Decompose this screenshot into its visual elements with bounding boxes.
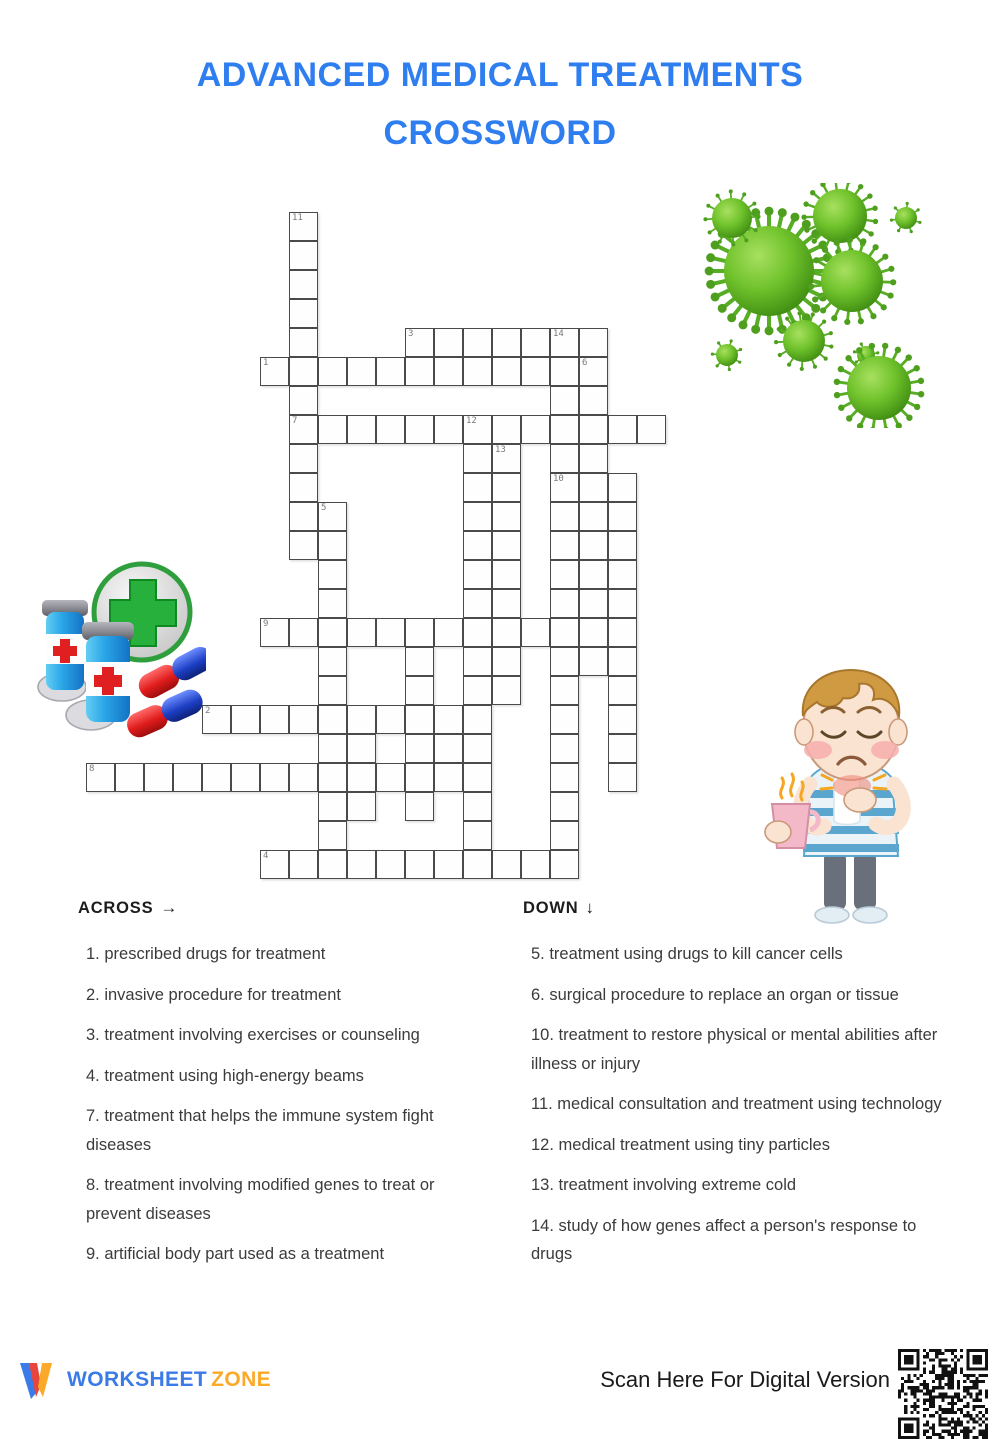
crossword-cell[interactable] bbox=[434, 705, 463, 734]
crossword-cell[interactable] bbox=[463, 531, 492, 560]
across-arrow-icon: → bbox=[160, 898, 178, 917]
crossword-cell[interactable] bbox=[463, 618, 492, 647]
title-line-2: CROSSWORD bbox=[0, 104, 1000, 162]
crossword-cell[interactable] bbox=[289, 444, 318, 473]
crossword-cell[interactable] bbox=[347, 618, 376, 647]
crossword-cell[interactable] bbox=[550, 560, 579, 589]
crossword-cell-start-10[interactable] bbox=[550, 473, 579, 502]
logo-primary-text: WORKSHEET bbox=[67, 1368, 207, 1391]
crossword-cell[interactable] bbox=[492, 589, 521, 618]
crossword-cell[interactable] bbox=[289, 531, 318, 560]
crossword-cell[interactable] bbox=[434, 415, 463, 444]
crossword-cell[interactable] bbox=[376, 705, 405, 734]
crossword-clue-number-4: 4 bbox=[263, 851, 268, 862]
crossword-cell-start-12[interactable] bbox=[463, 415, 492, 444]
crossword-cell[interactable] bbox=[550, 734, 579, 763]
crossword-cell[interactable] bbox=[492, 531, 521, 560]
crossword-cell[interactable] bbox=[434, 763, 463, 792]
crossword-cell[interactable] bbox=[608, 763, 637, 792]
down-clue-10: 10. treatment to restore physical or mental abilities after illness or injury bbox=[523, 1021, 943, 1078]
crossword-clue-number-3: 3 bbox=[408, 329, 413, 340]
crossword-cell[interactable] bbox=[318, 560, 347, 589]
across-clue-9: 9. artificial body part used as a treatment bbox=[78, 1240, 488, 1269]
crossword-clue-number-12: 12 bbox=[466, 416, 477, 427]
crossword-cell[interactable] bbox=[463, 821, 492, 850]
crossword-cell[interactable] bbox=[579, 473, 608, 502]
crossword-cell[interactable] bbox=[550, 705, 579, 734]
crossword-cell[interactable] bbox=[405, 415, 434, 444]
crossword-cell[interactable] bbox=[550, 763, 579, 792]
down-clue-13: 13. treatment involving extreme cold bbox=[523, 1171, 943, 1200]
crossword-cell[interactable] bbox=[405, 734, 434, 763]
across-clue-list bbox=[78, 940, 488, 1269]
crossword-cell-start-14[interactable] bbox=[550, 328, 579, 357]
crossword-cell[interactable] bbox=[144, 763, 173, 792]
crossword-cell[interactable] bbox=[579, 589, 608, 618]
crossword-cell[interactable] bbox=[579, 328, 608, 357]
crossword-cell[interactable] bbox=[492, 850, 521, 879]
crossword-cell[interactable] bbox=[550, 821, 579, 850]
crossword-cell[interactable] bbox=[579, 502, 608, 531]
crossword-cell-start-1[interactable] bbox=[260, 357, 289, 386]
crossword-cell[interactable] bbox=[550, 357, 579, 386]
crossword-cell[interactable] bbox=[260, 763, 289, 792]
down-arrow-icon: ↓ bbox=[585, 898, 594, 917]
crossword-cell[interactable] bbox=[318, 850, 347, 879]
crossword-cell[interactable] bbox=[463, 734, 492, 763]
crossword-cell[interactable] bbox=[318, 676, 347, 705]
across-clue-3: 3. treatment involving exercises or counseling bbox=[78, 1021, 488, 1050]
crossword-cell[interactable] bbox=[550, 647, 579, 676]
crossword-cell[interactable] bbox=[289, 299, 318, 328]
crossword-cell[interactable] bbox=[376, 850, 405, 879]
crossword-cell[interactable] bbox=[376, 357, 405, 386]
crossword-cell-start-6[interactable] bbox=[579, 357, 608, 386]
crossword-cell[interactable] bbox=[608, 618, 637, 647]
virus-particle bbox=[711, 339, 742, 371]
crossword-cell[interactable] bbox=[608, 589, 637, 618]
crossword-cell[interactable] bbox=[434, 850, 463, 879]
crossword-cell[interactable] bbox=[521, 415, 550, 444]
crossword-cell[interactable] bbox=[579, 386, 608, 415]
crossword-cell[interactable] bbox=[550, 444, 579, 473]
crossword-cell[interactable] bbox=[463, 676, 492, 705]
crossword-cell[interactable] bbox=[608, 531, 637, 560]
crossword-clue-number-1: 1 bbox=[263, 358, 268, 369]
crossword-cell[interactable] bbox=[608, 734, 637, 763]
down-clues-column bbox=[523, 898, 943, 1281]
crossword-cell[interactable] bbox=[608, 705, 637, 734]
crossword-cell[interactable] bbox=[434, 734, 463, 763]
logo-wordmark bbox=[67, 1368, 271, 1392]
crossword-cell[interactable] bbox=[550, 618, 579, 647]
down-clue-5: 5. treatment using drugs to kill cancer cells bbox=[523, 940, 943, 969]
crossword-cell[interactable] bbox=[492, 618, 521, 647]
crossword-cell[interactable] bbox=[405, 618, 434, 647]
crossword-cell[interactable] bbox=[289, 705, 318, 734]
crossword-clue-number-14: 14 bbox=[553, 329, 564, 340]
crossword-cell[interactable] bbox=[318, 821, 347, 850]
crossword-cell[interactable] bbox=[492, 357, 521, 386]
crossword-cell[interactable] bbox=[492, 502, 521, 531]
crossword-cell[interactable] bbox=[463, 647, 492, 676]
crossword-cell[interactable] bbox=[463, 328, 492, 357]
down-clue-12: 12. medical treatment using tiny particles bbox=[523, 1131, 943, 1160]
crossword-cell[interactable] bbox=[463, 502, 492, 531]
crossword-cell[interactable] bbox=[463, 357, 492, 386]
crossword-cell-start-8[interactable] bbox=[86, 763, 115, 792]
crossword-cell[interactable] bbox=[405, 763, 434, 792]
crossword-cell[interactable] bbox=[492, 415, 521, 444]
crossword-cell[interactable] bbox=[492, 560, 521, 589]
crossword-cell[interactable] bbox=[550, 531, 579, 560]
crossword-cell[interactable] bbox=[347, 357, 376, 386]
medicine-illustration bbox=[24, 552, 206, 738]
footer bbox=[0, 1345, 1000, 1416]
crossword-cell[interactable] bbox=[115, 763, 144, 792]
crossword-cell[interactable] bbox=[579, 415, 608, 444]
down-clue-list bbox=[523, 940, 943, 1269]
crossword-cell[interactable] bbox=[608, 647, 637, 676]
crossword-cell[interactable] bbox=[550, 589, 579, 618]
virus-particle bbox=[890, 202, 922, 233]
crossword-cell[interactable] bbox=[318, 763, 347, 792]
crossword-cell[interactable] bbox=[289, 618, 318, 647]
logo-w-mark-icon bbox=[18, 1359, 58, 1401]
crossword-cell[interactable] bbox=[289, 763, 318, 792]
down-heading-label: DOWN bbox=[523, 899, 578, 917]
crossword-cell[interactable] bbox=[637, 415, 666, 444]
crossword-cell[interactable] bbox=[579, 647, 608, 676]
crossword-cell[interactable] bbox=[550, 792, 579, 821]
across-clue-8: 8. treatment involving modified genes to treat or prevent diseases bbox=[78, 1171, 488, 1228]
crossword-cell[interactable] bbox=[376, 763, 405, 792]
logo-secondary-text: ZONE bbox=[211, 1368, 271, 1391]
crossword-cell[interactable] bbox=[492, 647, 521, 676]
crossword-cell[interactable] bbox=[405, 647, 434, 676]
worksheet-zone-logo[interactable] bbox=[18, 1359, 271, 1401]
crossword-cell[interactable] bbox=[405, 676, 434, 705]
across-clues-column bbox=[78, 898, 488, 1281]
virus-illustration bbox=[694, 183, 946, 428]
crossword-cell[interactable] bbox=[579, 531, 608, 560]
crossword-cell[interactable] bbox=[463, 444, 492, 473]
crossword-cell[interactable] bbox=[608, 560, 637, 589]
crossword-cell[interactable] bbox=[492, 328, 521, 357]
crossword-cell[interactable] bbox=[521, 850, 550, 879]
across-clue-4: 4. treatment using high-energy beams bbox=[78, 1062, 488, 1091]
virus-particle bbox=[834, 343, 925, 428]
crossword-cell[interactable] bbox=[550, 850, 579, 879]
down-heading bbox=[523, 898, 943, 918]
crossword-cell[interactable] bbox=[550, 502, 579, 531]
crossword-cell[interactable] bbox=[434, 357, 463, 386]
down-clue-14: 14. study of how genes affect a person's response to drugs bbox=[523, 1212, 943, 1269]
crossword-cell-start-3[interactable] bbox=[405, 328, 434, 357]
crossword-clue-number-2: 2 bbox=[205, 706, 210, 717]
crossword-cell[interactable] bbox=[608, 502, 637, 531]
crossword-cell[interactable] bbox=[318, 792, 347, 821]
crossword-cell[interactable] bbox=[318, 531, 347, 560]
crossword-cell[interactable] bbox=[463, 792, 492, 821]
crossword-cell[interactable] bbox=[550, 676, 579, 705]
crossword-cell[interactable] bbox=[289, 850, 318, 879]
crossword-clue-number-7: 7 bbox=[292, 416, 297, 427]
down-clue-6: 6. surgical procedure to replace an organ or tissue bbox=[523, 981, 943, 1010]
across-heading-label: ACROSS bbox=[78, 899, 153, 917]
crossword-cell[interactable] bbox=[231, 705, 260, 734]
crossword-cell[interactable] bbox=[521, 357, 550, 386]
across-clue-7: 7. treatment that helps the immune system fight diseases bbox=[78, 1102, 488, 1159]
crossword-cell[interactable] bbox=[492, 473, 521, 502]
crossword-cell[interactable] bbox=[289, 386, 318, 415]
crossword-cell[interactable] bbox=[579, 560, 608, 589]
crossword-cell-start-7[interactable] bbox=[289, 415, 318, 444]
crossword-cell[interactable] bbox=[405, 792, 434, 821]
crossword-cell[interactable] bbox=[289, 241, 318, 270]
crossword-cell[interactable] bbox=[608, 415, 637, 444]
crossword-cell[interactable] bbox=[318, 705, 347, 734]
clues-section bbox=[0, 898, 1000, 1328]
crossword-cell[interactable] bbox=[173, 763, 202, 792]
crossword-cell[interactable] bbox=[434, 618, 463, 647]
virus-particle bbox=[774, 311, 833, 371]
across-clue-2: 2. invasive procedure for treatment bbox=[78, 981, 488, 1010]
crossword-cell[interactable] bbox=[318, 589, 347, 618]
qr-code[interactable] bbox=[898, 1349, 988, 1439]
crossword-cell[interactable] bbox=[463, 705, 492, 734]
crossword-cell[interactable] bbox=[579, 444, 608, 473]
virus-particle bbox=[801, 183, 878, 255]
crossword-cell[interactable] bbox=[434, 328, 463, 357]
crossword-cell-start-13[interactable] bbox=[492, 444, 521, 473]
crossword-clue-number-9: 9 bbox=[263, 619, 268, 630]
crossword-cell[interactable] bbox=[492, 676, 521, 705]
sick-boy-illustration bbox=[748, 660, 953, 928]
crossword-cell[interactable] bbox=[318, 734, 347, 763]
crossword-cell[interactable] bbox=[289, 357, 318, 386]
title-line-1: ADVANCED MEDICAL TREATMENTS bbox=[0, 46, 1000, 104]
across-clue-1: 1. prescribed drugs for treatment bbox=[78, 940, 488, 969]
crossword-cell[interactable] bbox=[376, 618, 405, 647]
crossword-clue-number-8: 8 bbox=[89, 764, 94, 775]
crossword-cell[interactable] bbox=[376, 415, 405, 444]
crossword-cell[interactable] bbox=[463, 850, 492, 879]
crossword-grid[interactable] bbox=[0, 0, 700, 900]
crossword-cell[interactable] bbox=[521, 618, 550, 647]
crossword-cell-start-9[interactable] bbox=[260, 618, 289, 647]
crossword-cell[interactable] bbox=[289, 328, 318, 357]
scan-instruction-text: Scan Here For Digital Version bbox=[600, 1367, 890, 1393]
crossword-cell[interactable] bbox=[579, 618, 608, 647]
crossword-cell[interactable] bbox=[347, 763, 376, 792]
crossword-cell[interactable] bbox=[347, 850, 376, 879]
crossword-cell[interactable] bbox=[405, 850, 434, 879]
crossword-clue-number-11: 11 bbox=[292, 213, 303, 224]
crossword-cell-start-4[interactable] bbox=[260, 850, 289, 879]
crossword-cell-start-2[interactable] bbox=[202, 705, 231, 734]
down-clue-11: 11. medical consultation and treatment using technology bbox=[523, 1090, 943, 1119]
crossword-cell[interactable] bbox=[463, 763, 492, 792]
crossword-cell[interactable] bbox=[463, 473, 492, 502]
crossword-cell[interactable] bbox=[289, 473, 318, 502]
crossword-cell[interactable] bbox=[289, 502, 318, 531]
crossword-cell[interactable] bbox=[231, 763, 260, 792]
crossword-cell[interactable] bbox=[405, 357, 434, 386]
crossword-cell[interactable] bbox=[347, 705, 376, 734]
crossword-cell[interactable] bbox=[463, 589, 492, 618]
crossword-cell[interactable] bbox=[405, 705, 434, 734]
across-heading bbox=[78, 898, 488, 918]
crossword-cell[interactable] bbox=[463, 560, 492, 589]
crossword-cell[interactable] bbox=[318, 357, 347, 386]
crossword-cell[interactable] bbox=[202, 763, 231, 792]
crossword-clue-number-13: 13 bbox=[495, 445, 506, 456]
crossword-cell[interactable] bbox=[347, 415, 376, 444]
crossword-clue-number-10: 10 bbox=[553, 474, 564, 485]
crossword-cell-start-5[interactable] bbox=[318, 502, 347, 531]
crossword-cell-start-11[interactable] bbox=[289, 212, 318, 241]
crossword-cell[interactable] bbox=[318, 415, 347, 444]
crossword-cell[interactable] bbox=[550, 415, 579, 444]
crossword-cell[interactable] bbox=[347, 734, 376, 763]
crossword-cell[interactable] bbox=[260, 705, 289, 734]
crossword-cell[interactable] bbox=[289, 270, 318, 299]
crossword-cell[interactable] bbox=[318, 647, 347, 676]
crossword-cell[interactable] bbox=[521, 328, 550, 357]
crossword-cell[interactable] bbox=[608, 473, 637, 502]
crossword-cell[interactable] bbox=[608, 676, 637, 705]
crossword-clue-number-6: 6 bbox=[582, 358, 587, 369]
crossword-clue-number-5: 5 bbox=[321, 503, 326, 514]
crossword-cell[interactable] bbox=[318, 618, 347, 647]
crossword-cell[interactable] bbox=[347, 792, 376, 821]
crossword-cell[interactable] bbox=[550, 386, 579, 415]
